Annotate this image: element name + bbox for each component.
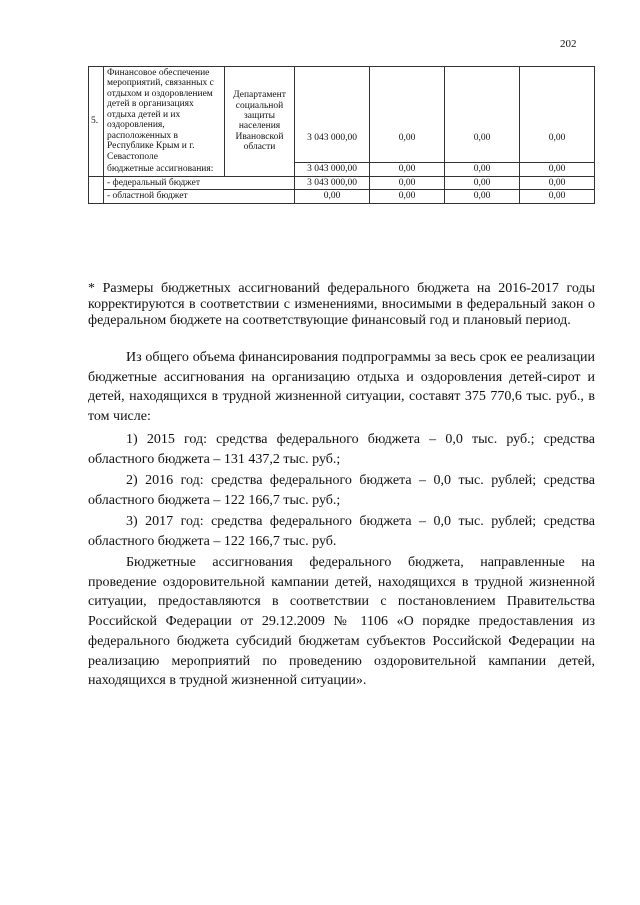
value-cell: 0,00: [295, 190, 370, 203]
value-cell: 3 043 000,00: [295, 176, 370, 189]
value-cell: 0,00: [445, 67, 520, 163]
table-row: [89, 67, 595, 163]
value-cell: 0,00: [520, 190, 595, 203]
row-number-cell: 5.: [89, 67, 104, 177]
paragraph-2016: 2) 2016 год: средства федерального бюджета – 0,0 тыс. рублей; средства областного бюджета – 122 166,7 тыс. руб.;: [88, 473, 595, 508]
item-name-cell: Финансовое обеспечение мероприятий, связанных с отдыхом и оздоровлением детей в организациях отдыха детей и их оздоровления, расположенных в Республике Крым и г. Севастополе: [104, 67, 225, 163]
footnote: * Размеры бюджетных ассигнований федерального бюджета на 2016-2017 годы корректируются в соответствии с изменениями, вносимыми в федеральный закон о федеральном бюджете на соответствующие финансовый год и плановый период.: [88, 281, 595, 328]
value-cell: 0,00: [370, 176, 445, 189]
value-cell: 3 043 000,00: [295, 163, 370, 176]
value-cell: 0,00: [445, 163, 520, 176]
value-cell: 0,00: [520, 67, 595, 163]
row-label-cell: бюджетные ассигнования:: [104, 163, 225, 176]
value-cell: 0,00: [370, 67, 445, 163]
empty-cell: [89, 190, 104, 203]
value-cell: 0,00: [370, 190, 445, 203]
row-label-cell: - областной бюджет: [104, 190, 295, 203]
empty-cell: [89, 176, 104, 189]
paragraph-financing-total: Из общего объема финансирования подпрограммы за весь срок ее реализации бюджетные ассигнования на организацию отдыха и оздоровления детей-сирот и детей, находящихся в трудной жизненной ситуации, составят 375 770,6 тыс. руб., в том числе:: [88, 350, 595, 425]
table-row: [89, 163, 595, 176]
value-cell: 0,00: [520, 163, 595, 176]
value-cell: 0,00: [370, 163, 445, 176]
row-label-cell: - федеральный бюджет: [104, 176, 295, 189]
page-number: 202: [560, 38, 577, 50]
table-row: [89, 190, 595, 203]
value-cell: 0,00: [445, 176, 520, 189]
value-cell: 3 043 000,00: [295, 67, 370, 163]
table-row: [89, 176, 595, 189]
value-cell: 0,00: [520, 176, 595, 189]
paragraph-federal-assignments: Бюджетные ассигнования федерального бюджета, направленные на проведение оздоровительной кампании детей, находящихся в трудной жизненной ситуации, предоставляются в соответствии с постановлением Правительства Российской Федерации от 29.12.2009 № 1106 «О порядке предоставления из федерального бюджета субсидий бюджетам субъектов Российской Федерации на реализацию мероприятий по проведению оздоровительной кампании детей, находящихся в трудной жизненной ситуации».: [88, 555, 595, 689]
executor-cell: Департамент социальной защиты населения Ивановской области: [225, 67, 295, 177]
paragraph-2017: 3) 2017 год: средства федерального бюджета – 0,0 тыс. рублей; средства областного бюджета – 122 166,7 тыс. руб.: [88, 514, 595, 549]
paragraph-2015: 1) 2015 год: средства федерального бюджета – 0,0 тыс. руб.; средства областного бюджета – 131 437,2 тыс. руб.;: [88, 432, 595, 467]
value-cell: 0,00: [445, 190, 520, 203]
budget-table: [88, 66, 595, 204]
